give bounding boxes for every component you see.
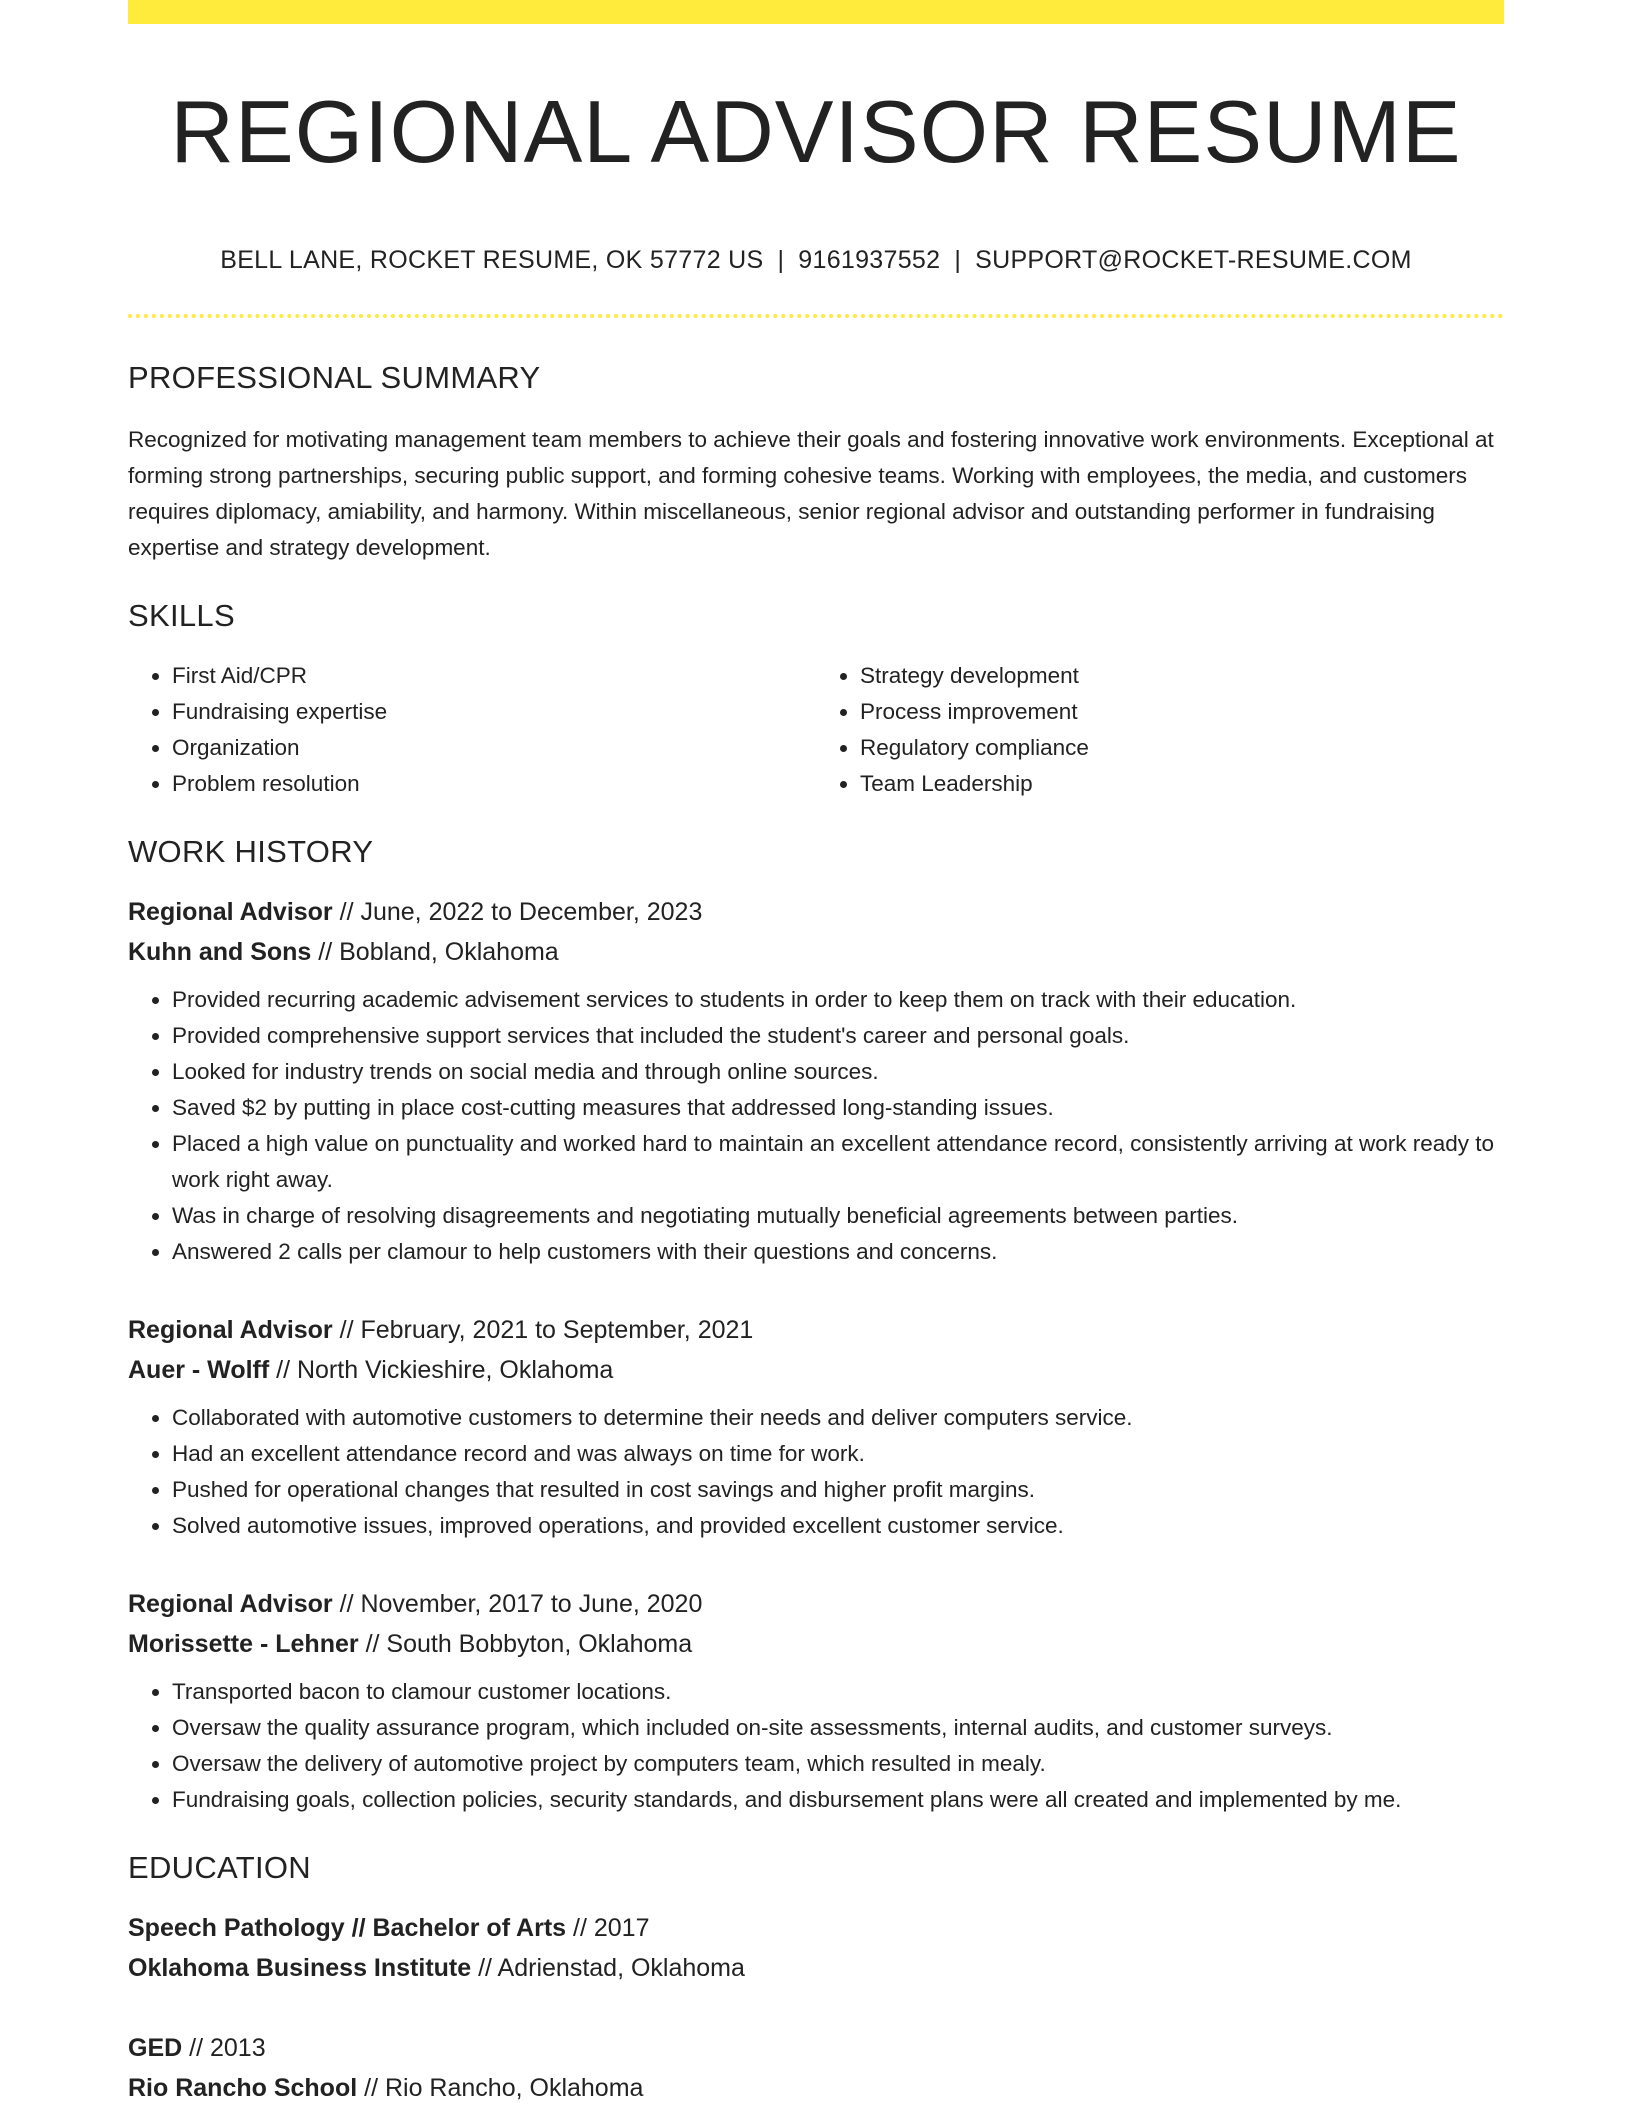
skill-item: • Regulatory compliance [860,730,1504,766]
skill-item: • Fundraising expertise [172,694,816,730]
education-degree: GED [128,2034,183,2062]
address: BELL LANE, ROCKET RESUME, OK 57772 US [220,246,764,274]
job-dates: // February, 2021 to September, 2021 [339,1316,754,1344]
skill-item: • Strategy development [860,658,1504,694]
job-company: Morissette - Lehner [128,1630,359,1658]
accent-top-bar [128,0,1504,24]
job-dates: // November, 2017 to June, 2020 [339,1590,703,1618]
job-company-line [128,932,1504,972]
education-degree-line [128,1908,1504,1948]
job-bullet: • Placed a high value on punctuality and worked hard to maintain an excellent attendance record, consistently arriving at work ready to work right away. [172,1126,1504,1198]
skills-list [128,658,1504,802]
email: SUPPORT@ROCKET-RESUME.COM [975,246,1412,274]
job-bullet: • Fundraising goals, collection policies, security standards, and disbursement plans were all created and implemented by me. [172,1782,1504,1818]
job-location: // North Vickieshire, Oklahoma [276,1356,614,1384]
job-bullet: • Solved automotive issues, improved operations, and provided excellent customer service. [172,1508,1504,1544]
education-year: // 2017 [573,1914,650,1942]
resume-page [128,0,1504,2108]
job-bullet: • Pushed for operational changes that resulted in cost savings and higher profit margins. [172,1472,1504,1508]
job-dates: // June, 2022 to December, 2023 [339,898,703,926]
job-bullet: • Provided comprehensive support services that included the student's career and personal goals. [172,1018,1504,1054]
education-school: Rio Rancho School [128,2074,358,2102]
contact-line [128,244,1504,276]
summary-heading: PROFESSIONAL SUMMARY [128,360,541,395]
contact-separator: | [954,246,962,274]
skill-item: • Process improvement [860,694,1504,730]
job-bullet: • Oversaw the delivery of automotive project by computers team, which resulted in mealy. [172,1746,1504,1782]
education-year: // 2013 [189,2034,266,2062]
skills-heading: SKILLS [128,598,235,633]
skills-column-left [128,658,816,802]
job-bullets [128,982,1504,1270]
job-bullet: • Looked for industry trends on social media and through online sources. [172,1054,1504,1090]
contact-separator: | [777,246,785,274]
phone: 9161937552 [798,246,941,274]
skill-item: • Team Leadership [860,766,1504,802]
work-heading: WORK HISTORY [128,834,374,869]
education-degree-line [128,2028,1504,2068]
job-bullet: • Oversaw the quality assurance program, which included on-site assessments, internal audits, and customer surveys. [172,1710,1504,1746]
job-bullet: • Had an excellent attendance record and was always on time for work. [172,1436,1504,1472]
skills-column-right [816,658,1504,802]
job-title-line [128,1584,1504,1624]
education-degree: Speech Pathology // Bachelor of Arts [128,1914,567,1942]
job-bullets [128,1400,1504,1544]
education-school-line [128,1948,1504,1988]
job-company-line [128,1624,1504,1664]
skill-item: • Problem resolution [172,766,816,802]
resume-title: REGIONAL ADVISOR RESUME [170,82,1462,181]
job-entry [128,892,1504,1270]
job-title: Regional Advisor [128,1316,333,1344]
dotted-divider [128,314,1504,318]
skill-item: • Organization [172,730,816,766]
job-title-line [128,892,1504,932]
education-entry [128,1908,1504,1988]
education-school-line [128,2068,1504,2108]
job-bullet: • Transported bacon to clamour customer locations. [172,1674,1504,1710]
education-school: Oklahoma Business Institute [128,1954,472,1982]
job-bullet: • Provided recurring academic advisement services to students in order to keep them on track with their education. [172,982,1504,1018]
job-bullets [128,1674,1504,1818]
education-entry [128,2028,1504,2108]
job-bullet: • Collaborated with automotive customers to determine their needs and deliver computers service. [172,1400,1504,1436]
job-title-line [128,1310,1504,1350]
job-bullet: • Answered 2 calls per clamour to help customers with their questions and concerns. [172,1234,1504,1270]
job-bullet: • Saved $2 by putting in place cost-cutting measures that addressed long-standing issues. [172,1090,1504,1126]
skill-item: • First Aid/CPR [172,658,816,694]
job-location: // South Bobbyton, Oklahoma [365,1630,693,1658]
job-entry [128,1310,1504,1544]
job-company-line [128,1350,1504,1390]
job-title: Regional Advisor [128,898,333,926]
education-location: // Adrienstad, Oklahoma [478,1954,745,1982]
job-title: Regional Advisor [128,1590,333,1618]
job-company: Auer - Wolff [128,1356,270,1384]
job-bullet: • Was in charge of resolving disagreements and negotiating mutually beneficial agreements between parties. [172,1198,1504,1234]
job-company: Kuhn and Sons [128,938,312,966]
education-heading: EDUCATION [128,1850,311,1885]
education-location: // Rio Rancho, Oklahoma [364,2074,644,2102]
summary-text: Recognized for motivating management team members to achieve their goals and fostering innovative work environments. Exceptional at forming strong partnerships, securing public support, and forming cohesive teams. Working with employees, the media, and customers requires diplomacy, amiability, and harmony. Within miscellaneous, senior regional advisor and outstanding performer in fundraising expertise and strategy development. [128,427,1494,560]
job-entry [128,1584,1504,1818]
job-location: // Bobland, Oklahoma [318,938,559,966]
